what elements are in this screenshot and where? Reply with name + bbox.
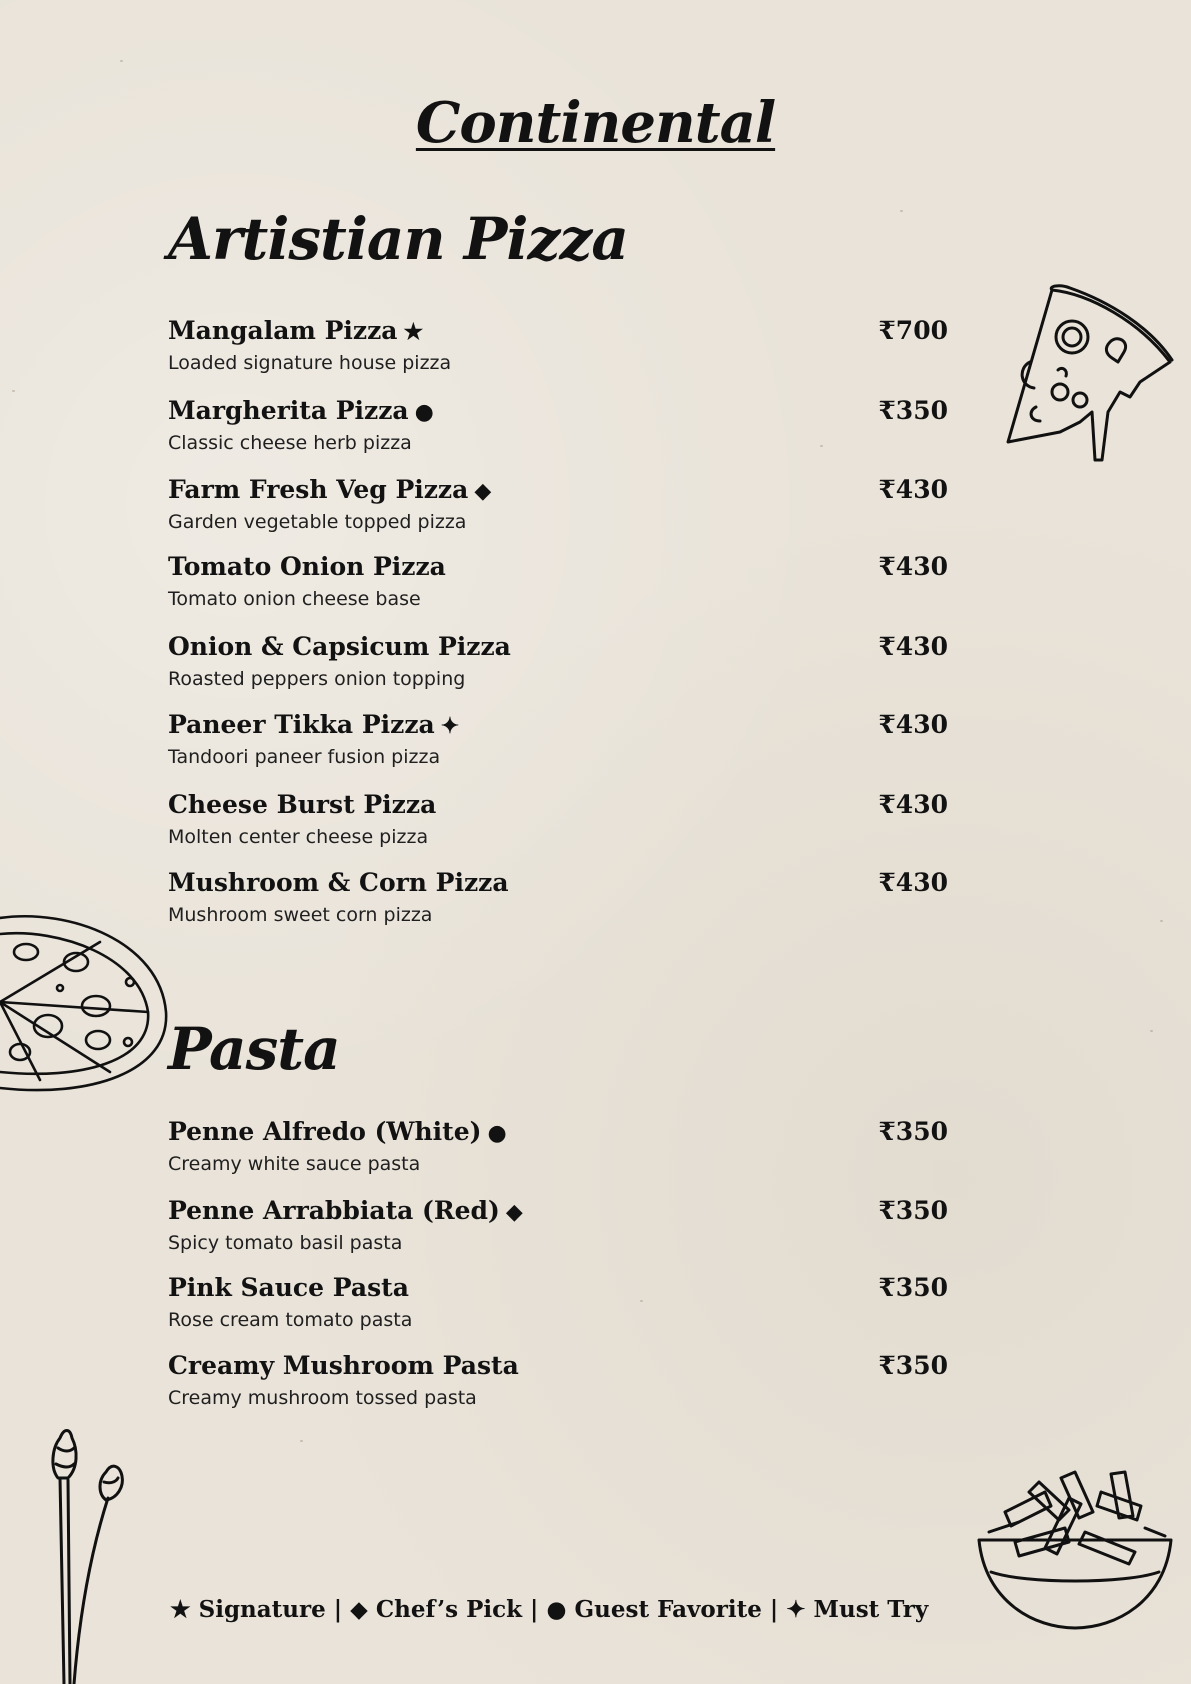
item-price: ₹350 xyxy=(878,396,948,425)
item-desc: Classic cheese herb pizza xyxy=(168,432,412,454)
item-price: ₹430 xyxy=(878,710,948,739)
item-price: ₹430 xyxy=(878,790,948,819)
page-title: Continental xyxy=(415,90,776,156)
item-desc: Rose cream tomato pasta xyxy=(168,1309,413,1331)
item-name: Penne Alfredo (White) ● xyxy=(168,1117,507,1146)
legend: ★ Signature | ◆ Chef’s Pick | ● Guest Favorite | ✦ Must Try xyxy=(170,1596,929,1623)
item-name: Creamy Mushroom Pasta xyxy=(168,1351,519,1380)
item-desc: Roasted peppers onion topping xyxy=(168,668,466,690)
badge-circle: ● xyxy=(414,399,434,425)
pasta-bowl-icon xyxy=(975,1452,1175,1632)
item-name: Pink Sauce Pasta xyxy=(168,1273,409,1302)
asparagus-icon xyxy=(30,1408,130,1684)
item-desc: Molten center cheese pizza xyxy=(168,826,429,848)
item-price: ₹430 xyxy=(878,868,948,897)
section-title-pasta: Pasta xyxy=(168,1015,340,1083)
item-price: ₹700 xyxy=(878,316,948,345)
item-name: Onion & Capsicum Pizza xyxy=(168,632,511,661)
section-title-pizza: Artistian Pizza xyxy=(168,205,628,273)
item-name: Cheese Burst Pizza xyxy=(168,790,437,819)
item-price: ₹350 xyxy=(878,1117,948,1146)
item-desc: Mushroom sweet corn pizza xyxy=(168,904,433,926)
badge-circle: ● xyxy=(487,1120,507,1146)
item-name: Paneer Tikka Pizza ✦ xyxy=(168,710,460,739)
item-desc: Spicy tomato basil pasta xyxy=(168,1232,403,1254)
badge-diamond: ◆ xyxy=(474,478,492,504)
item-name: Margherita Pizza ● xyxy=(168,396,434,425)
item-name: Penne Arrabbiata (Red) ◆ xyxy=(168,1196,523,1225)
item-name: Tomato Onion Pizza xyxy=(168,552,446,581)
item-price: ₹350 xyxy=(878,1351,948,1380)
item-name: Farm Fresh Veg Pizza ◆ xyxy=(168,475,492,504)
item-desc: Tomato onion cheese base xyxy=(168,588,421,610)
whole-pizza-icon xyxy=(0,912,170,1094)
item-desc: Creamy white sauce pasta xyxy=(168,1153,421,1175)
badge-diamond: ◆ xyxy=(505,1199,523,1225)
item-price: ₹430 xyxy=(878,475,948,504)
item-desc: Garden vegetable topped pizza xyxy=(168,511,467,533)
item-name: Mushroom & Corn Pizza xyxy=(168,868,509,897)
item-name: Mangalam Pizza ★ xyxy=(168,316,424,345)
badge-star: ★ xyxy=(403,319,424,345)
pizza-slice-icon xyxy=(1000,282,1175,467)
item-price: ₹430 xyxy=(878,552,948,581)
item-price: ₹350 xyxy=(878,1196,948,1225)
item-desc: Loaded signature house pizza xyxy=(168,352,452,374)
item-desc: Creamy mushroom tossed pasta xyxy=(168,1387,477,1409)
item-desc: Tandoori paneer fusion pizza xyxy=(168,746,441,768)
badge-sparkle: ✦ xyxy=(440,713,460,739)
item-price: ₹350 xyxy=(878,1273,948,1302)
item-price: ₹430 xyxy=(878,632,948,661)
